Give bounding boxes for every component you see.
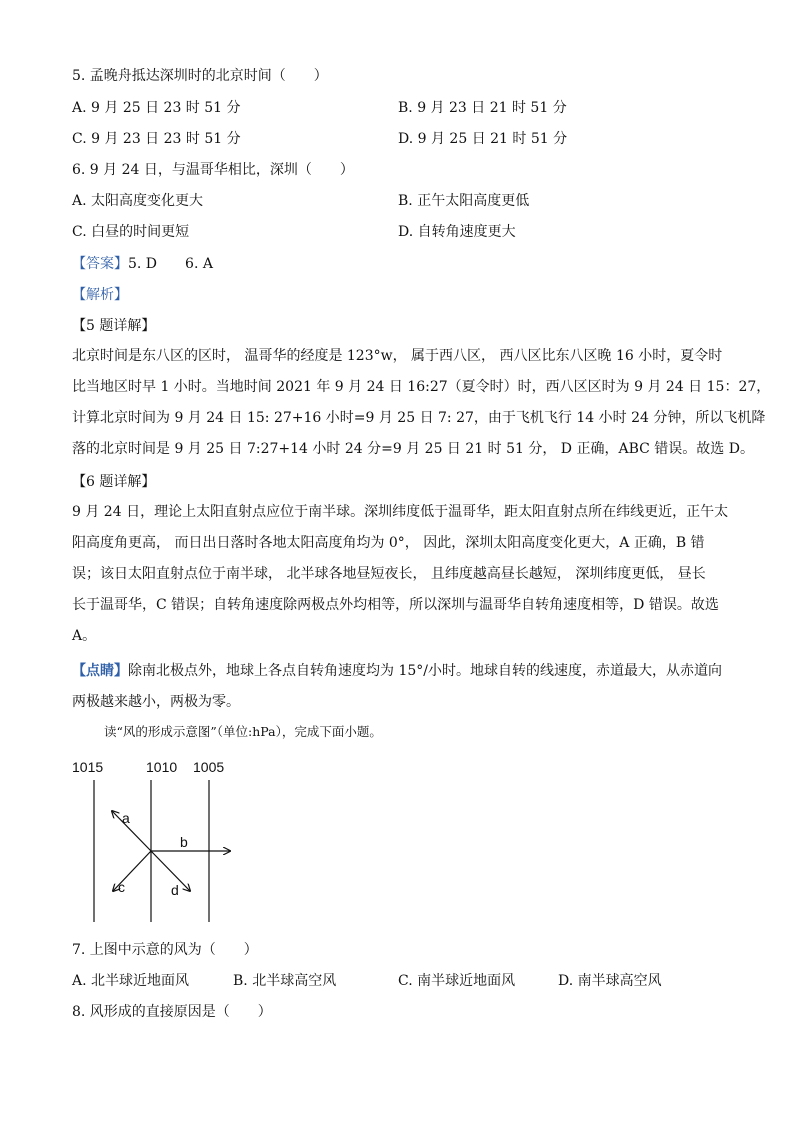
wind-formation-diagram — [60, 750, 260, 930]
detail5-line: 比当地区时早 1 小时。当地时间 2021 年 9 月 24 日 16:27（夏令时）时，西八区区时为 9 月 24 日 15：27， — [72, 379, 771, 395]
answer-text: 5. D 6. A — [128, 256, 213, 272]
q7-option-d: D. 南半球高空风 — [558, 973, 662, 989]
detail6-line: 误；该日太阳直射点位于南半球， 北半球各地昼短夜长， 且纬度越高昼长越短， 深圳纬度更低， 昼长 — [72, 566, 706, 582]
isobar-label-1005: 1005 — [193, 759, 225, 775]
arrow-label-d: d — [171, 882, 179, 898]
q5-stem: 5. 孟晚舟抵达深圳时的北京时间（ ） — [72, 68, 328, 84]
arrow-label-b: b — [180, 834, 188, 850]
detail5-line: 计算北京时间为 9 月 24 日 15: 27+16 小时=9 月 25 日 7: 27，由于飞机飞行 14 小时 24 分钟，所以飞机降 — [72, 410, 766, 426]
q5-option-a: A. 9 月 25 日 23 时 51 分 — [72, 100, 241, 116]
q5-option-b: B. 9 月 23 日 21 时 51 分 — [398, 100, 567, 116]
arrow-label-a: a — [122, 810, 130, 826]
isobar-label-1010: 1010 — [146, 759, 178, 775]
reading-prompt: 读“风的形成示意图”（单位:hPa），完成下面小题。 — [104, 724, 382, 739]
q7-option-b: B. 北半球高空风 — [233, 973, 337, 989]
tip-body — [72, 656, 722, 718]
isobar-label-1015: 1015 — [72, 759, 104, 775]
detail6-line: 9 月 24 日，理论上太阳直射点应位于南半球。深圳纬度低于温哥华，距太阳直射点所在纬线更近，正午太 — [72, 504, 729, 520]
q7-stem: 7. 上图中示意的风为（ ） — [72, 942, 258, 958]
detail5-line: 北京时间是东八区的区时， 温哥华的经度是 123°w， 属于西八区， 西八区比东八区晚 16 小时，夏令时 — [72, 348, 723, 364]
arrow-a — [112, 811, 151, 851]
detail5-body — [72, 341, 771, 465]
detail5-title: 【5 题详解】 — [72, 318, 156, 334]
q6-option-d: D. 自转角速度更大 — [398, 224, 516, 240]
detail6-title: 【6 题详解】 — [72, 474, 156, 490]
detail6-line: 阳高度角更高， 而日出日落时各地太阳高度角均为 0°， 因此，深圳太阳高度变化更大，A 正确，B 错 — [72, 535, 705, 551]
q8-stem: 8. 风形成的直接原因是（ ） — [72, 1004, 272, 1020]
analysis-tag: 【解析】 — [72, 287, 128, 303]
q6-stem: 6. 9 月 24 日，与温哥华相比，深圳（ ） — [72, 162, 354, 178]
q7-option-c: C. 南半球近地面风 — [398, 973, 516, 989]
detail6-line: 长于温哥华，C 错误；自转角速度除两极点外均相等，所以深圳与温哥华自转角速度相等，D 错误。故选 — [72, 597, 719, 613]
answer-line — [72, 254, 213, 274]
answer-tag: 【答案】 — [72, 256, 128, 272]
q6-option-b: B. 正午太阳高度更低 — [398, 193, 530, 209]
q5-option-d: D. 9 月 25 日 21 时 51 分 — [398, 131, 568, 147]
detail5-line: 落的北京时间是 9 月 25 日 7:27+14 小时 24 分=9 月 25 日 21 时 51 分， D 正确，ABC 错误。故选 D。 — [72, 441, 754, 457]
tip-line-text: 除南北极点外，地球上各点自转角速度均为 15°/小时。地球自转的线速度，赤道最大，从赤道向 — [128, 663, 722, 679]
tip-line-2: 两极越来越小，两极为零。 — [72, 694, 240, 710]
q7-option-a: A. 北半球近地面风 — [72, 973, 190, 989]
q5-option-c: C. 9 月 23 日 23 时 51 分 — [72, 131, 241, 147]
q6-option-a: A. 太阳高度变化更大 — [72, 193, 204, 209]
detail6-body — [72, 497, 729, 652]
q6-option-c: C. 白昼的时间更短 — [72, 224, 190, 240]
arrow-label-c: c — [118, 879, 125, 895]
tip-line-1 — [72, 656, 722, 687]
tip-tag: 【点睛】 — [72, 663, 128, 679]
detail6-line: A。 — [72, 628, 97, 644]
